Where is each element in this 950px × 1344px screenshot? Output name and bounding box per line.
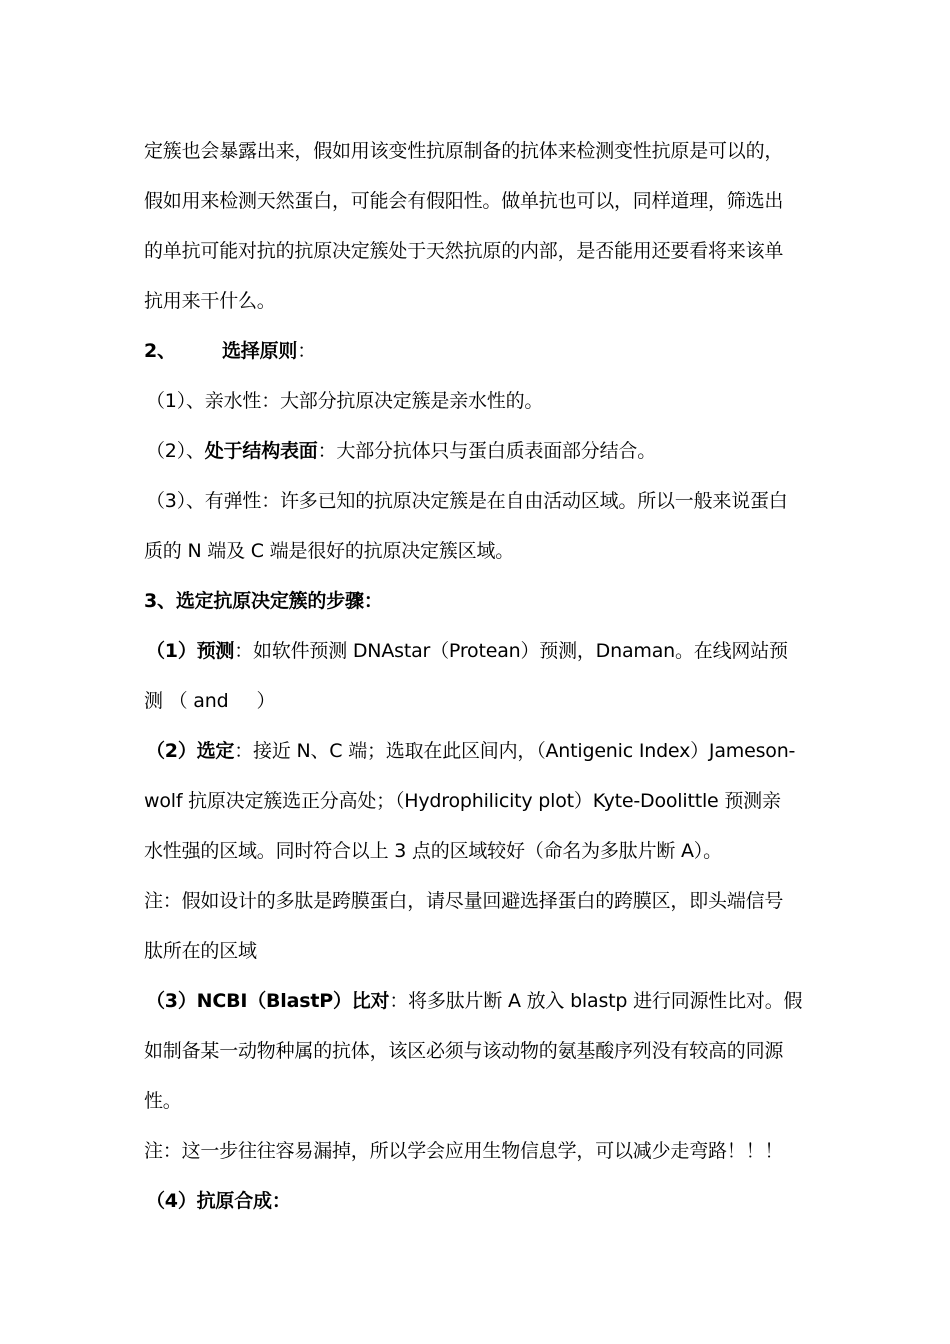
step-continuation: wolf 抗原决定簇选正分高处；（Hydrophilicity plot）Kyte-Doolittle 预测亲	[144, 790, 781, 812]
paragraph-line: 假如用来检测天然蛋白，可能会有假阳性。做单抗也可以，同样道理，筛选出	[144, 190, 784, 212]
list-item	[146, 436, 816, 466]
note-line: 注：假如设计的多肽是跨膜蛋白，请尽量回避选择蛋白的跨膜区，即头端信号	[144, 890, 784, 912]
section-heading-2	[144, 336, 814, 366]
step-text: ）	[256, 690, 276, 712]
note-line: 注：这一步往往容易漏掉，所以学会应用生物信息学，可以减少走弯路！！！	[144, 1140, 784, 1162]
list-item-prefix: （2）、	[146, 440, 205, 462]
paragraph-line: 定簇也会暴露出来，假如用该变性抗原制备的抗体来检测变性抗原是可以的，	[144, 140, 784, 162]
list-item: （3）、有弹性：许多已知的抗原决定簇是在自由活动区域。所以一般来说蛋白	[146, 490, 788, 512]
paragraph-line: 抗用来干什么。	[144, 290, 276, 312]
list-item-prefix: （1）、亲水性	[146, 390, 262, 412]
list-item-continuation: 质的 N 端及 C 端是很好的抗原决定簇区域。	[144, 540, 515, 562]
step-item	[146, 636, 816, 666]
list-item	[146, 386, 816, 416]
section-number: 2、	[144, 340, 176, 362]
step-continuation: 如制备某一动物种属的抗体，该区必须与该动物的氨基酸序列没有较高的同源	[144, 1040, 784, 1062]
step-text: ：将多肽片断 A 放入 blastp 进行同源性比对。假	[389, 990, 803, 1012]
step-text: ：接近 N、C 端；选取在此区间内，（Antigenic Index）Jameson-	[234, 740, 796, 762]
step-text: ：如软件预测 DNAstar（Protean）预测，Dnaman。在线网站预	[234, 640, 788, 662]
step-continuation: 水性强的区域。同时符合以上 3 点的区域较好（命名为多肽片断 A）。	[144, 840, 722, 862]
step-text: 测 （ and	[144, 690, 229, 712]
step-item: （4）抗原合成：	[146, 1190, 291, 1212]
list-item-bold: 处于结构表面	[204, 440, 318, 462]
step-continuation	[144, 686, 814, 716]
step-label: （1）预测	[146, 640, 235, 662]
list-item-text: ：大部分抗体只与蛋白质表面部分结合。	[317, 440, 657, 462]
section-heading-3: 3、选定抗原决定簇的步骤：	[144, 590, 383, 612]
list-item-text: ：大部分抗原决定簇是亲水性的。	[261, 390, 544, 412]
section-title: 选择原则	[222, 340, 298, 362]
note-line: 肽所在的区域	[144, 940, 257, 962]
step-item	[146, 736, 816, 766]
section-colon: ：	[297, 340, 317, 362]
step-continuation: 性。	[144, 1090, 182, 1112]
step-label: （3）NCBI（BlastP）比对	[146, 990, 390, 1012]
step-label: （2）选定	[146, 740, 235, 762]
paragraph-line: 的单抗可能对抗的抗原决定簇处于天然抗原的内部，是否能用还要看将来该单	[144, 240, 784, 262]
step-item	[146, 986, 816, 1016]
